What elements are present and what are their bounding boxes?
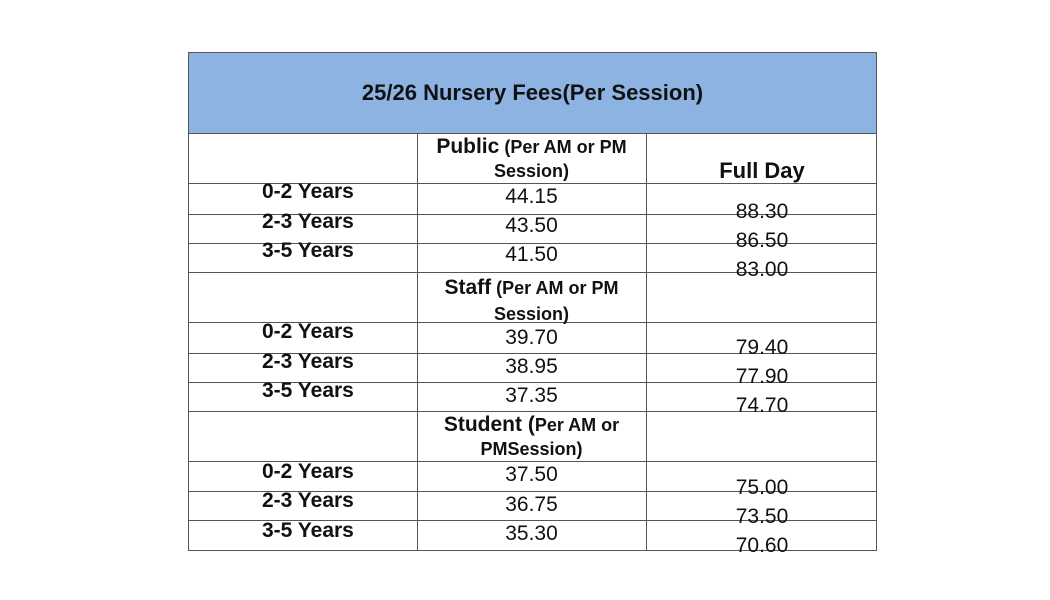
age-label: 3-5 Years [262, 519, 354, 542]
fees-table [188, 52, 877, 557]
section-line2: Session) [493, 161, 570, 181]
section-name: Staff [444, 276, 492, 299]
session-fee: 41.50 [505, 243, 558, 266]
section-suffix: Per AM or [534, 415, 620, 435]
section-header-student [417, 414, 646, 462]
section-name: Public [436, 135, 500, 158]
section-suffix: (Per AM or PM [499, 137, 627, 157]
session-fee: 35.30 [505, 522, 558, 545]
age-label: 0-2 Years [262, 180, 354, 203]
session-fee: 43.50 [505, 214, 558, 237]
session-fee: 37.50 [505, 463, 558, 486]
full-day-fee: 73.50 [735, 505, 789, 528]
session-fee: 38.95 [505, 355, 558, 378]
age-label: 2-3 Years [262, 210, 354, 233]
full-day-fee: 74.70 [735, 394, 789, 417]
session-fee: 36.75 [505, 493, 558, 516]
section-line2: PMSession) [480, 439, 583, 459]
section-header-staff [417, 277, 646, 327]
age-label: 0-2 Years [262, 320, 354, 343]
session-fee: 37.35 [505, 384, 558, 407]
full-day-fee: 88.30 [735, 200, 789, 223]
full-day-fee: 77.90 [735, 365, 789, 388]
age-label: 2-3 Years [262, 350, 354, 373]
section-name: Student ( [443, 413, 535, 436]
age-label: 3-5 Years [262, 379, 354, 402]
table-border-left [188, 134, 189, 551]
section-header-public [417, 136, 646, 184]
full-day-fee: 70.60 [735, 534, 789, 557]
full-day-fee: 86.50 [735, 229, 789, 252]
session-fee: 39.70 [505, 326, 558, 349]
session-fee: 44.15 [505, 185, 558, 208]
full-day-header: Full Day [719, 158, 805, 183]
section-suffix: (Per AM or PM [491, 278, 619, 298]
age-label: 2-3 Years [262, 489, 354, 512]
full-day-fee: 83.00 [735, 258, 789, 281]
age-label: 0-2 Years [262, 460, 354, 483]
full-day-fee: 75.00 [735, 476, 789, 499]
table-title: 25/26 Nursery Fees(Per Session) [188, 52, 877, 134]
section-line2: Session) [493, 304, 570, 324]
age-label: 3-5 Years [262, 239, 354, 262]
full-day-fee: 79.40 [735, 336, 789, 359]
